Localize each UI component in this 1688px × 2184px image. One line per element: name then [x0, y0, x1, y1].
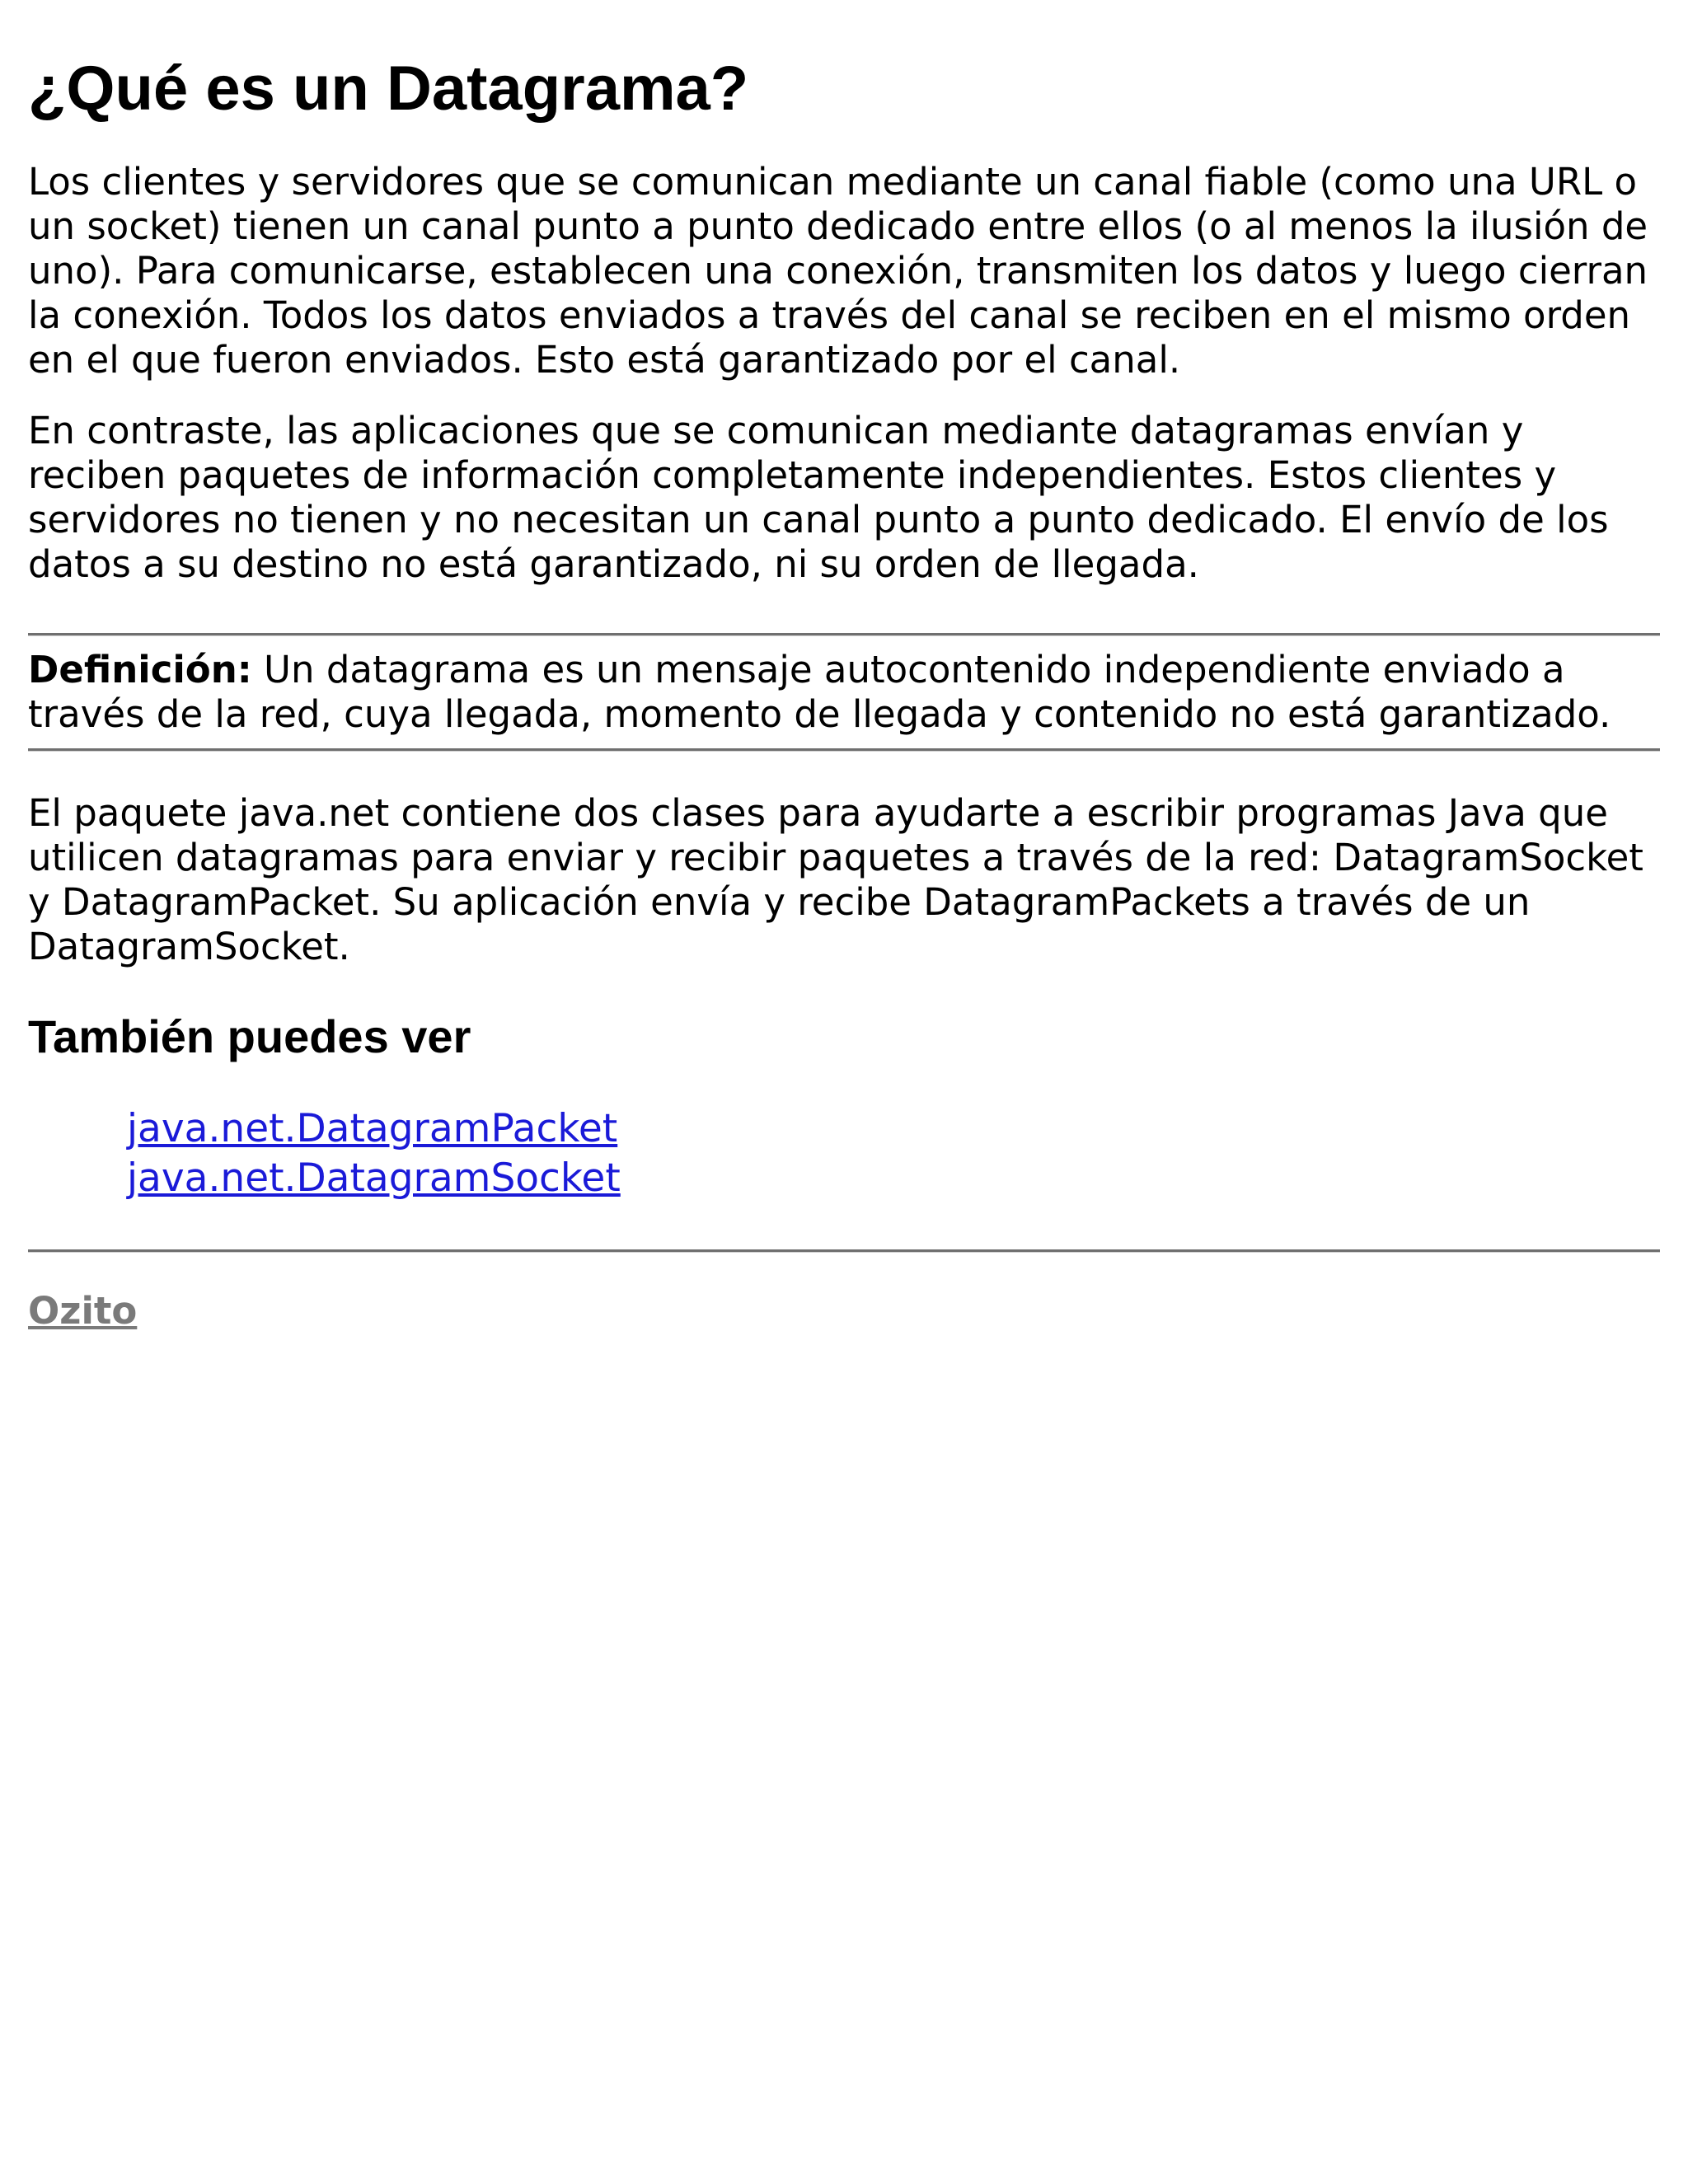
- list-item: [127, 1154, 1660, 1203]
- see-also-heading: También puedes ver: [28, 1010, 471, 1062]
- page-title: ¿Qué es un Datagrama?: [28, 54, 749, 124]
- definition-label: Definición:: [28, 648, 252, 691]
- divider-top: [28, 633, 1660, 636]
- divider-bottom: [28, 748, 1660, 752]
- footer-link-ozito[interactable]: Ozito: [28, 1289, 138, 1333]
- paragraph-reliable-channel: Los clientes y servidores que se comunican mediante un canal fiable (como una URL o un socket) tienen un canal punto a punto dedicado entre ellos (o al menos la ilusión de uno). Para comunicarse, establecen una conexión, transmiten los datos y luego cierran la conexión. Todos los datos enviados a través del canal se reciben en el mismo orden en el que fueron enviados. Esto está garantizado por el canal.: [28, 160, 1648, 382]
- list-item: [127, 1104, 1660, 1154]
- link-datagram-packet[interactable]: java.net.DatagramPacket: [127, 1106, 618, 1151]
- divider-footer: [28, 1249, 1660, 1253]
- definition-text: Un datagrama es un mensaje autocontenido independiente enviado a través de la red, cuya llegada, momento de llegada y contenido no está garantizado.: [28, 648, 1611, 736]
- paragraph-java-net: El paquete java.net contiene dos clases para ayudarte a escribir programas Java que utilicen datagramas para enviar y recibir paquetes a través de la red: DatagramSocket y DatagramPacket. Su aplicación envía y recibe DatagramPackets a través de un DatagramSocket.: [28, 791, 1643, 968]
- definition-block: [28, 648, 1660, 737]
- paragraph-datagram-contrast: En contraste, las aplicaciones que se comunican mediante datagramas envían y reciben paquetes de información completamente independientes. Estos clientes y servidores no tienen y no necesitan un canal punto a punto dedicado. El envío de los datos a su destino no está garantizado, ni su orden de llegada.: [28, 409, 1609, 586]
- see-also-list: [127, 1104, 1660, 1203]
- link-datagram-socket[interactable]: java.net.DatagramSocket: [127, 1155, 621, 1201]
